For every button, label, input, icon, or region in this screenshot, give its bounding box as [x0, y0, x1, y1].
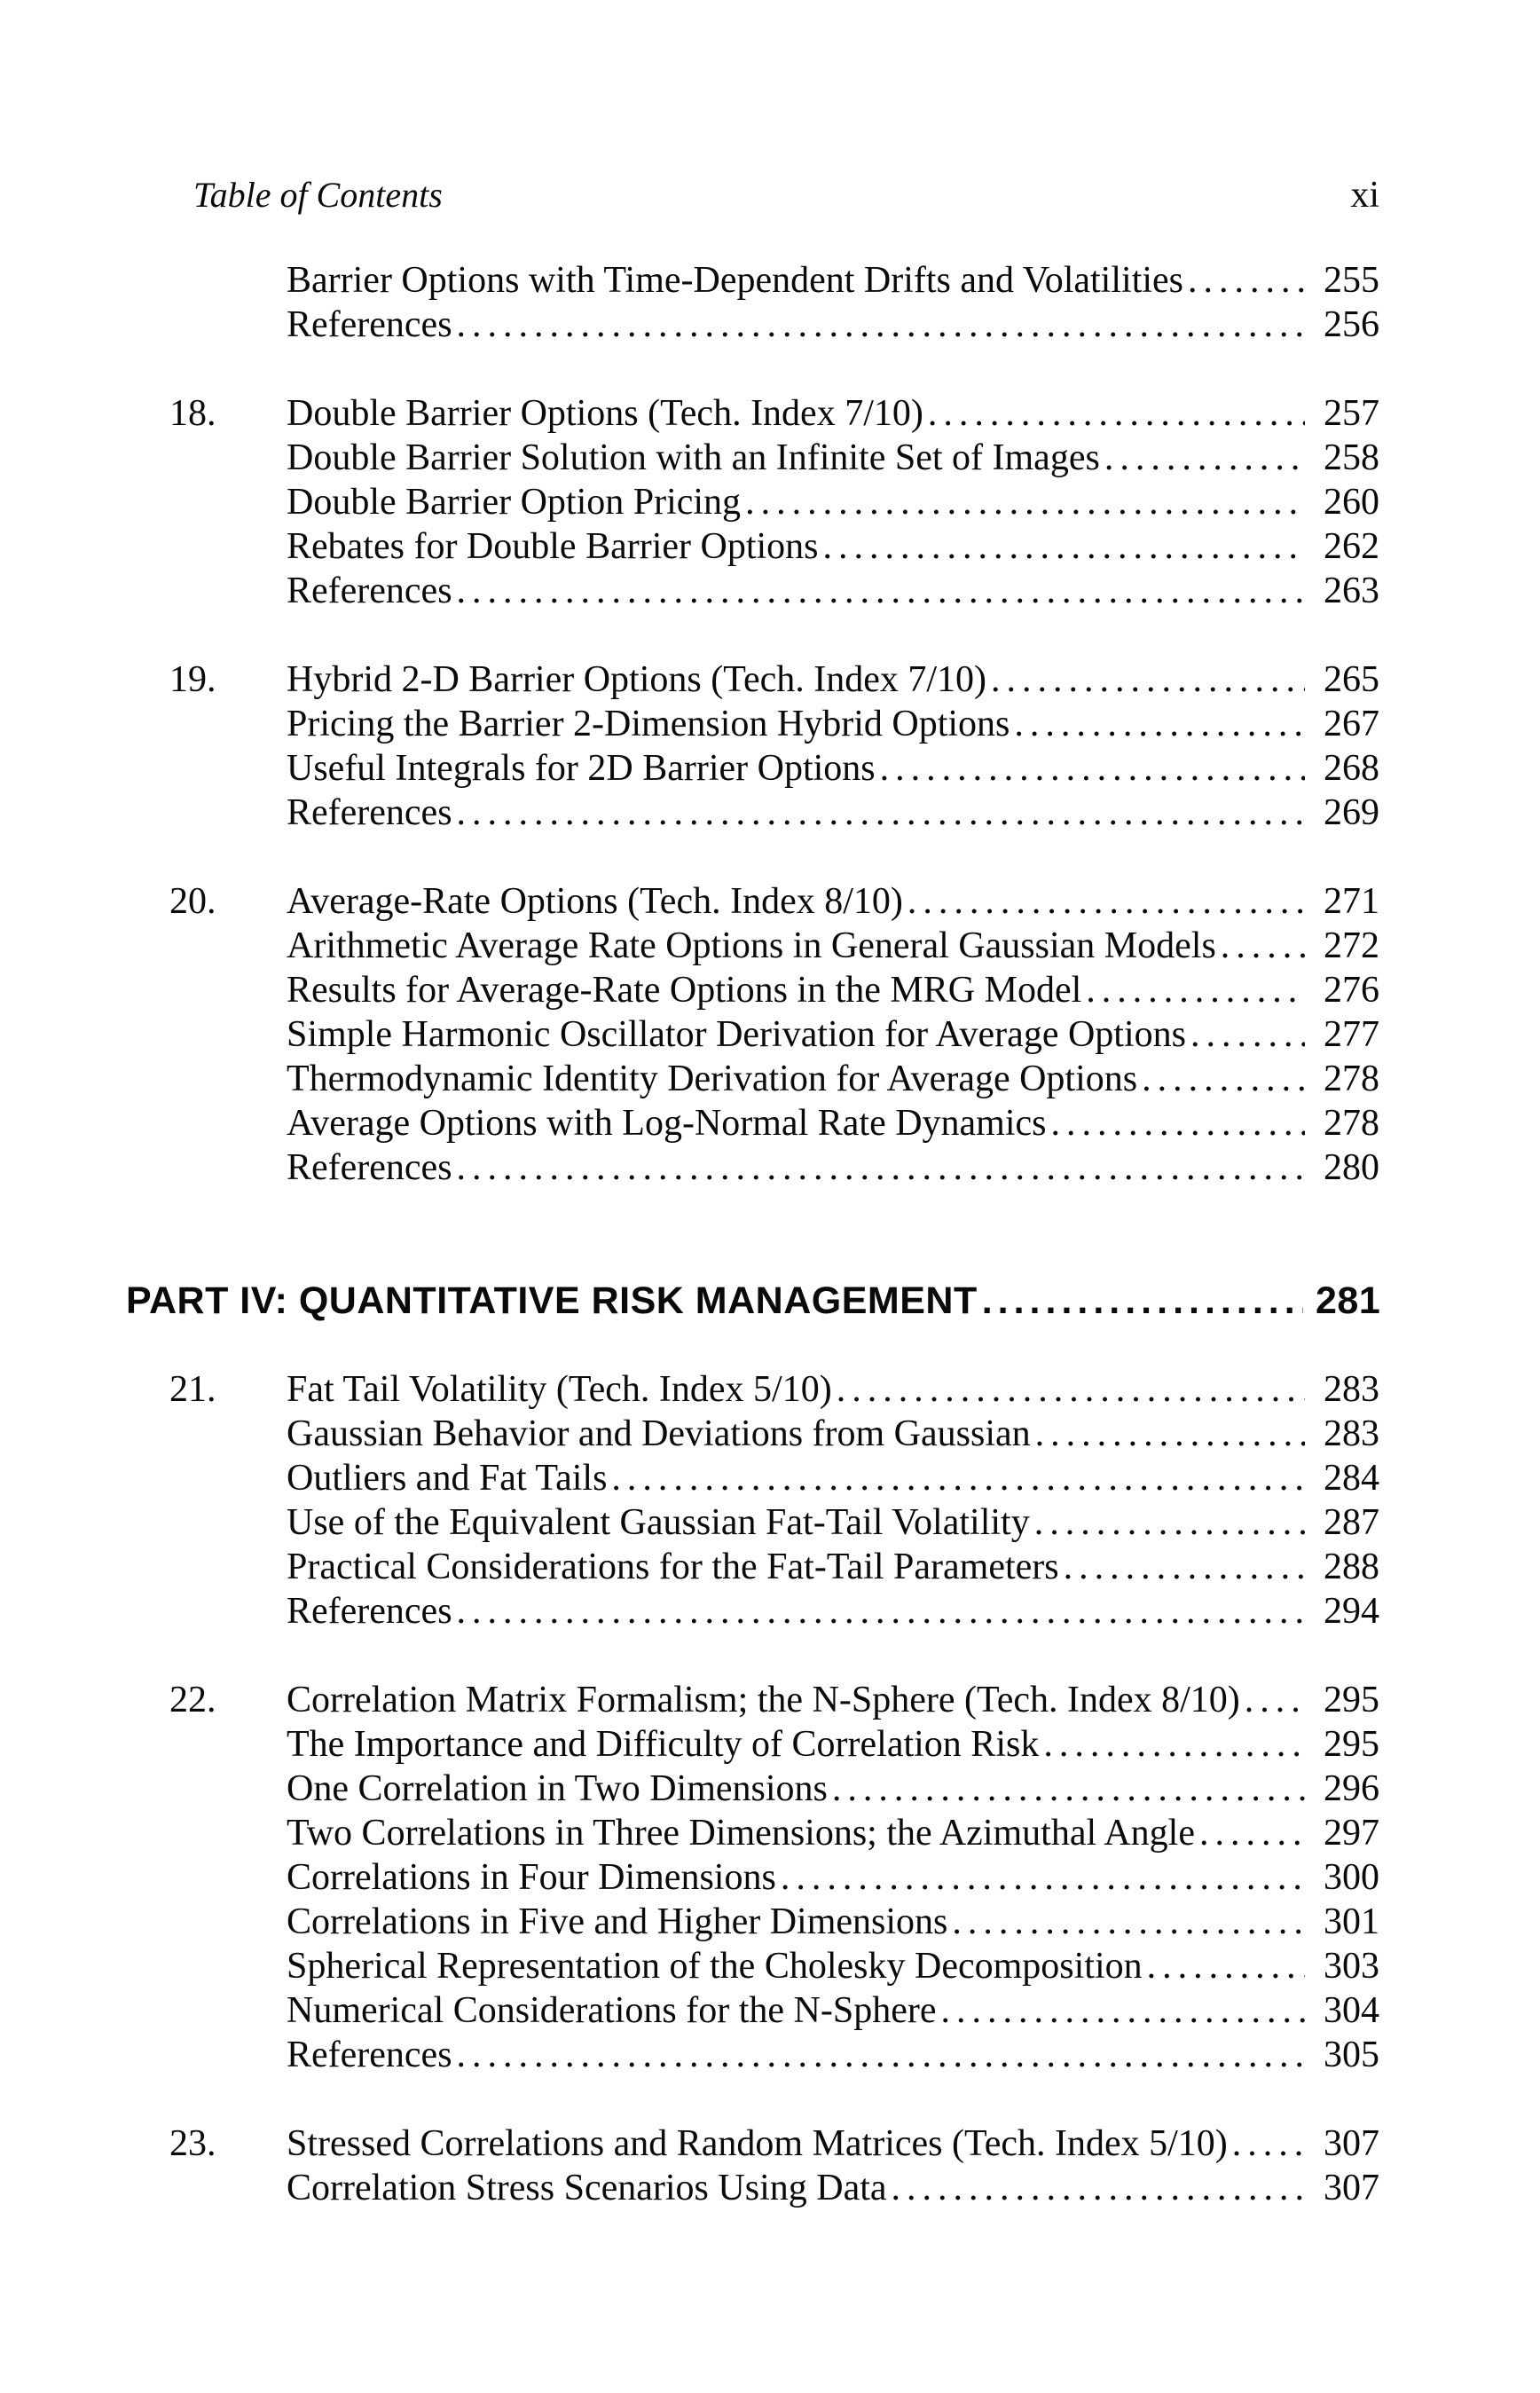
chapter-number: 21.: [169, 1369, 216, 1410]
dot-leader: [1104, 436, 1305, 480]
part-section: [126, 1279, 1379, 1323]
entry-page-number: 303: [1324, 1946, 1379, 1987]
entry-page-number: 295: [1324, 1724, 1379, 1765]
dot-leader: [745, 480, 1305, 524]
entry-title: Gaussian Behavior and Deviations from Gaussian: [287, 1413, 1031, 1454]
entry-page-number: 287: [1324, 1502, 1379, 1543]
chapter-number: 19.: [169, 659, 216, 700]
entry-page-number: 257: [1324, 393, 1379, 434]
toc-entry-row: [126, 1900, 1379, 1944]
dot-leader: [1232, 2121, 1305, 2166]
entry-page-number: 307: [1324, 2123, 1379, 2164]
part-heading-row: [126, 1279, 1379, 1323]
entry-title: Average-Rate Options (Tech. Index 8/10): [287, 881, 903, 922]
entry-title: The Importance and Difficulty of Correlation Risk: [287, 1724, 1040, 1765]
entry-page-number: 271: [1324, 881, 1379, 922]
entry-page-number: 278: [1324, 1103, 1379, 1144]
dot-leader: [457, 2033, 1305, 2077]
dot-leader: [832, 1767, 1305, 1811]
entry-title: Correlation Stress Scenarios Using Data: [287, 2168, 887, 2208]
running-header-title: Table of Contents: [193, 175, 443, 215]
part-heading-title: PART IV: QUANTITATIVE RISK MANAGEMENT: [126, 1279, 978, 1322]
toc-entry-row: [126, 2033, 1379, 2077]
dot-leader: [1221, 924, 1305, 968]
toc-entry-row: [126, 524, 1379, 569]
entry-title: Rebates for Double Barrier Options: [287, 526, 819, 567]
page-header: [193, 176, 1379, 215]
chapter-title-row: [126, 2121, 1379, 2166]
toc-entry-row: [126, 480, 1379, 524]
entry-title: Two Correlations in Three Dimensions; the Azimuthal Angle: [287, 1813, 1195, 1854]
entry-page-number: 297: [1324, 1813, 1379, 1854]
entry-title: One Correlation in Two Dimensions: [287, 1768, 828, 1809]
entry-title: Hybrid 2-D Barrier Options (Tech. Index 7/10): [287, 659, 987, 700]
entry-title: Spherical Representation of the Cholesky Decomposition: [287, 1946, 1143, 1987]
chapter-section: [126, 879, 1379, 1190]
entry-page-number: 305: [1324, 2035, 1379, 2075]
dot-leader: [892, 2166, 1305, 2210]
dot-leader: [952, 1900, 1305, 1944]
dot-leader: [781, 1855, 1305, 1900]
toc-entry-row: [126, 258, 1379, 303]
toc-entry-row: [126, 1988, 1379, 2033]
entry-title: Pricing the Barrier 2-Dimension Hybrid Options: [287, 704, 1010, 744]
dot-leader: [940, 1988, 1305, 2033]
entry-title: References: [287, 2035, 452, 2075]
entry-title: Fat Tail Volatility (Tech. Index 5/10): [287, 1369, 832, 1410]
toc-entry-row: [126, 746, 1379, 791]
toc-entry-row: [126, 924, 1379, 968]
entry-page-number: 300: [1324, 1857, 1379, 1898]
chapter-title-row: [126, 391, 1379, 436]
entry-title: Results for Average-Rate Options in the MRG Model: [287, 970, 1082, 1011]
chapter-number: 23.: [169, 2123, 216, 2164]
toc-entry-row: [126, 303, 1379, 347]
entry-page-number: 278: [1324, 1059, 1379, 1099]
entry-page-number: 269: [1324, 792, 1379, 833]
entry-title: Double Barrier Options (Tech. Index 7/10): [287, 393, 923, 434]
toc-entry-row: [126, 1101, 1379, 1145]
entry-page-number: 255: [1324, 260, 1379, 301]
entry-page-number: 301: [1324, 1901, 1379, 1942]
entry-page-number: 256: [1324, 304, 1379, 345]
entry-page-number: 277: [1324, 1014, 1379, 1055]
entry-title: Double Barrier Solution with an Infinite Set of Images: [287, 437, 1100, 478]
toc-entry-row: [126, 1811, 1379, 1855]
toc-entry-row: [126, 569, 1379, 613]
toc-entry-row: [126, 1012, 1379, 1057]
entry-title: Practical Considerations for the Fat-Tail Parameters: [287, 1547, 1059, 1587]
entry-page-number: 265: [1324, 659, 1379, 700]
entry-title: Barrier Options with Time-Dependent Drifts and Volatilities: [287, 260, 1184, 301]
entry-page-number: 262: [1324, 526, 1379, 567]
toc-list: [126, 258, 1379, 2210]
toc-entry-row: [126, 2166, 1379, 2210]
entry-title: Thermodynamic Identity Derivation for Average Options: [287, 1059, 1138, 1099]
toc-entry-row: [126, 1722, 1379, 1767]
entry-page-number: 307: [1324, 2168, 1379, 2208]
toc-entry-row: [126, 1145, 1379, 1190]
entry-title: Useful Integrals for 2D Barrier Options: [287, 748, 876, 789]
entry-page-number: 283: [1324, 1413, 1379, 1454]
entry-title: References: [287, 304, 452, 345]
chapter-section: [126, 391, 1379, 613]
entry-page-number: 268: [1324, 748, 1379, 789]
dot-leader: [457, 303, 1305, 347]
entry-title: References: [287, 1591, 452, 1632]
dot-leader: [1034, 1500, 1305, 1545]
dot-leader: [457, 569, 1305, 613]
entry-title: Arithmetic Average Rate Options in General Gaussian Models: [287, 925, 1216, 966]
entry-title: Correlations in Four Dimensions: [287, 1857, 776, 1898]
entry-page-number: 272: [1324, 925, 1379, 966]
dot-leader: [837, 1367, 1305, 1412]
entry-title: Simple Harmonic Oscillator Derivation for Average Options: [287, 1014, 1186, 1055]
entry-page-number: 280: [1324, 1147, 1379, 1188]
chapter-number: 18.: [169, 393, 216, 434]
entry-page-number: 295: [1324, 1680, 1379, 1720]
dot-leader: [1147, 1944, 1305, 1988]
chapter-title-row: [126, 1678, 1379, 1722]
entry-title: Stressed Correlations and Random Matrices (Tech. Index 5/10): [287, 2123, 1228, 2164]
dot-leader: [823, 524, 1305, 569]
toc-entry-row: [126, 1545, 1379, 1589]
chapter-section: [126, 1678, 1379, 2077]
entry-page-number: 260: [1324, 482, 1379, 523]
entry-title: Use of the Equivalent Gaussian Fat-Tail Volatility: [287, 1502, 1030, 1543]
entry-title: Correlations in Five and Higher Dimensions: [287, 1901, 948, 1942]
entry-page-number: 296: [1324, 1768, 1379, 1809]
dot-leader: [908, 879, 1305, 924]
chapter-number: 20.: [169, 881, 216, 922]
dot-leader: [1245, 1678, 1305, 1722]
entry-title: Average Options with Log-Normal Rate Dynamics: [287, 1103, 1047, 1144]
dot-leader: [611, 1456, 1305, 1500]
toc-entry-row: [126, 968, 1379, 1012]
dot-leader: [1188, 258, 1305, 303]
entry-title: Numerical Considerations for the N-Sphere: [287, 1990, 937, 2031]
dot-leader: [1199, 1811, 1305, 1855]
toc-entry-row: [126, 1944, 1379, 1988]
chapter-title-row: [126, 657, 1379, 702]
entry-title: Outliers and Fat Tails: [287, 1458, 608, 1499]
entry-page-number: 288: [1324, 1547, 1379, 1587]
entry-page-number: 304: [1324, 1990, 1379, 2031]
chapter-title-row: [126, 879, 1379, 924]
dot-leader: [1035, 1412, 1305, 1456]
toc-entry-row: [126, 1855, 1379, 1900]
toc-entry-row: [126, 1767, 1379, 1811]
folio-page-number: xi: [1350, 175, 1379, 216]
dot-leader: [1014, 702, 1305, 746]
toc-entry-row: [126, 1456, 1379, 1500]
entry-page-number: 258: [1324, 437, 1379, 478]
entry-title: Correlation Matrix Formalism; the N-Sphere (Tech. Index 8/10): [287, 1680, 1240, 1720]
entry-title: References: [287, 792, 452, 833]
toc-entry-row: [126, 702, 1379, 746]
entry-page-number: 294: [1324, 1591, 1379, 1632]
dot-leader: [1086, 968, 1305, 1012]
toc-entry-row: [126, 436, 1379, 480]
dot-leader: [457, 1589, 1305, 1633]
dot-leader: [928, 391, 1305, 436]
entry-page-number: 284: [1324, 1458, 1379, 1499]
chapter-section: [126, 1367, 1379, 1633]
entry-page-number: 283: [1324, 1369, 1379, 1410]
dot-leader: [991, 657, 1305, 702]
dot-leader: [457, 1145, 1305, 1190]
part-page-number: 281: [1316, 1279, 1381, 1322]
dot-leader: [1043, 1722, 1305, 1767]
entry-title: Double Barrier Option Pricing: [287, 482, 742, 523]
toc-entry-row: [126, 1500, 1379, 1545]
chapter-number: 22.: [169, 1680, 216, 1720]
toc-entry-row: [126, 1057, 1379, 1101]
chapter-title-row: [126, 1367, 1379, 1412]
toc-entry-row: [126, 791, 1379, 835]
entry-page-number: 267: [1324, 704, 1379, 744]
dot-leader: [982, 1279, 1303, 1323]
dot-leader: [1190, 1012, 1305, 1057]
dot-leader: [1064, 1545, 1305, 1589]
chapter-section: [126, 2121, 1379, 2210]
chapter-section: [126, 657, 1379, 835]
entry-title: References: [287, 1147, 452, 1188]
dot-leader: [880, 746, 1305, 791]
toc-entry-row: [126, 1589, 1379, 1633]
dot-leader: [1051, 1101, 1305, 1145]
dot-leader: [457, 791, 1305, 835]
toc-entry-row: [126, 1412, 1379, 1456]
dot-leader: [1142, 1057, 1305, 1101]
chapter-section: [126, 258, 1379, 347]
entry-page-number: 263: [1324, 571, 1379, 611]
entry-page-number: 276: [1324, 970, 1379, 1011]
entry-title: References: [287, 571, 452, 611]
